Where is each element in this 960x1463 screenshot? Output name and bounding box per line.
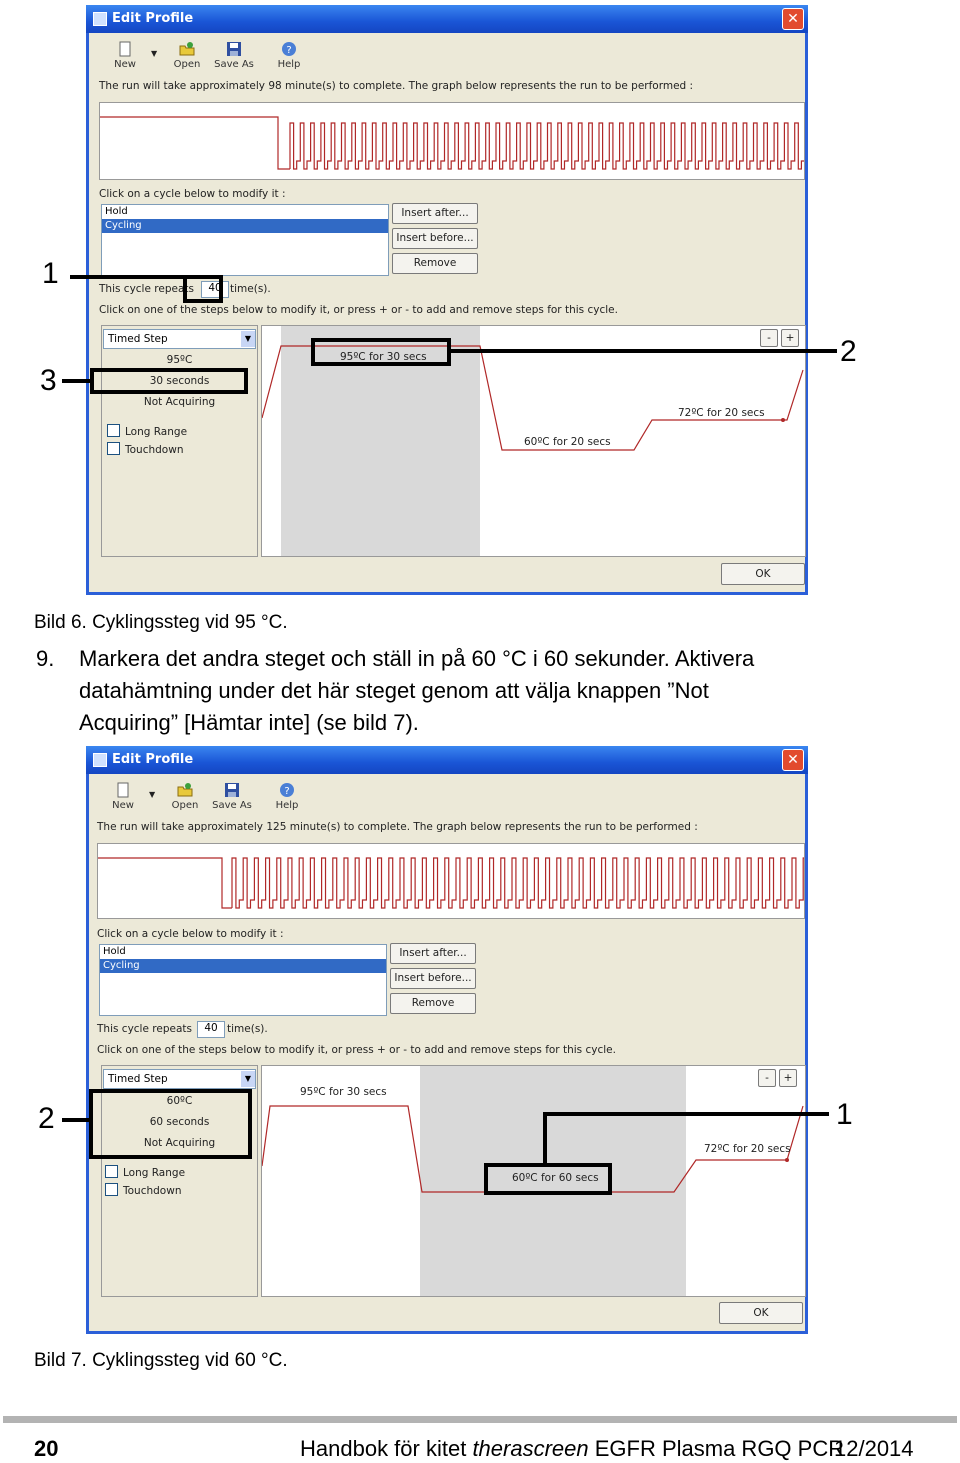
- touchdown-label: Touchdown: [123, 1185, 182, 1197]
- cycle-repeats-input[interactable]: 40: [197, 1021, 225, 1038]
- ok-button[interactable]: OK: [721, 563, 805, 585]
- step-label-3: 72ºC for 20 secs: [704, 1143, 791, 1155]
- caption-figure-6: Bild 6. Cyklingssteg vid 95 °C.: [34, 612, 288, 633]
- step-type-dropdown-icon[interactable]: ▼: [241, 331, 255, 347]
- callout-number-1: 1: [42, 257, 59, 290]
- step-type-select[interactable]: Timed Step: [103, 329, 256, 349]
- step-label-1: 95ºC for 30 secs: [300, 1086, 387, 1098]
- save-as-button[interactable]: [209, 782, 255, 811]
- save-as-label: Save As: [214, 59, 254, 70]
- new-button[interactable]: [103, 782, 143, 811]
- save-as-button[interactable]: [211, 41, 257, 70]
- window-titlebar: [86, 5, 808, 33]
- footer-title-brand: therascreen: [472, 1436, 589, 1461]
- new-icon: [117, 41, 133, 57]
- temperature-field[interactable]: 95ºC: [166, 354, 193, 366]
- instruction-line-1: Markera det andra steget och ställ in på 60 °C i 60 sekunder. Aktivera: [79, 646, 755, 671]
- svg-text:?: ?: [286, 45, 292, 56]
- insert-before-button[interactable]: Insert before...: [390, 968, 476, 989]
- instruction-line-3: Acquiring” [Hämtar inte] (se bild 7).: [79, 710, 419, 735]
- app-icon: [93, 753, 107, 767]
- cycle-list[interactable]: [101, 204, 389, 276]
- callout-box-step2: [484, 1163, 612, 1195]
- run-overview-graph: [99, 102, 805, 180]
- help-icon: [281, 41, 297, 57]
- callout-number-1b: 1: [836, 1098, 853, 1131]
- add-step-button[interactable]: +: [781, 329, 799, 347]
- duration-field[interactable]: 60 seconds: [149, 1116, 210, 1128]
- cycle-item-cycling[interactable]: Cycling: [102, 219, 388, 233]
- open-button[interactable]: [167, 41, 207, 70]
- new-button[interactable]: [105, 41, 145, 70]
- cycle-repeats-label: This cycle repeats: [99, 283, 194, 295]
- insert-after-button[interactable]: Insert after...: [392, 203, 478, 224]
- callout-line-1: [70, 275, 185, 279]
- temperature-field[interactable]: 60ºC: [166, 1095, 193, 1107]
- help-button[interactable]: [267, 782, 307, 811]
- help-icon: [279, 782, 295, 798]
- window-title: Edit Profile: [112, 752, 194, 767]
- cycle-repeats-label: This cycle repeats: [97, 1023, 192, 1035]
- click-step-text: Click on one of the steps below to modify it, or press + or - to add and remove steps for this cycle.: [99, 304, 618, 316]
- cycle-item-hold[interactable]: Hold: [103, 946, 126, 957]
- remove-button[interactable]: Remove: [390, 993, 476, 1014]
- footer-title-c: EGFR Plasma RGQ PCR: [588, 1436, 845, 1461]
- long-range-label: Long Range: [125, 426, 188, 438]
- callout-box-step-params: [89, 1089, 252, 1159]
- step-label-3: 72ºC for 20 secs: [678, 407, 765, 419]
- remove-button[interactable]: Remove: [392, 253, 478, 274]
- footer-date: 12/2014: [834, 1436, 914, 1461]
- step-number: 9.: [36, 646, 55, 671]
- add-step-button[interactable]: +: [779, 1069, 797, 1087]
- overview-trace-svg: [100, 103, 805, 180]
- callout-number-3: 3: [40, 364, 57, 397]
- step-label-2: 60ºC for 20 secs: [524, 436, 611, 448]
- remove-step-button[interactable]: -: [760, 329, 778, 347]
- step-type-dropdown-icon[interactable]: ▼: [241, 1071, 255, 1087]
- step-label-1: 95ºC for 30 secs: [340, 351, 427, 363]
- caption-figure-7: Bild 7. Cyklingssteg vid 60 °C.: [34, 1350, 288, 1371]
- new-icon: [115, 782, 131, 798]
- run-info-text: The run will take approximately 125 minute(s) to complete. The graph below represents the run to be performed :: [97, 821, 698, 833]
- cycle-repeats-suffix: time(s).: [227, 1023, 268, 1035]
- save-disk-icon: [224, 782, 240, 798]
- overview-trace-svg: [98, 844, 805, 919]
- footer-rule: [3, 1416, 957, 1423]
- new-label: New: [112, 800, 134, 811]
- footer-title-a: Handbok för kitet: [300, 1436, 473, 1461]
- cycle-repeats-input[interactable]: 40: [201, 281, 229, 298]
- click-cycle-text: Click on a cycle below to modify it :: [97, 928, 284, 940]
- callout-line-2: [449, 349, 837, 353]
- save-disk-icon: [226, 41, 242, 57]
- new-dropdown-arrow-icon[interactable]: ▼: [151, 49, 158, 58]
- callout-line-2b: [62, 1118, 91, 1122]
- callout-number-2: 2: [840, 335, 857, 368]
- open-folder-icon: [177, 782, 193, 798]
- acquiring-button[interactable]: Not Acquiring: [143, 1137, 216, 1149]
- insert-after-button[interactable]: Insert after...: [390, 943, 476, 964]
- callout-box-step1: [311, 338, 451, 366]
- page-number: 20: [34, 1436, 59, 1461]
- long-range-label: Long Range: [123, 1167, 186, 1179]
- close-button[interactable]: ✕: [782, 8, 804, 30]
- callout-number-2b: 2: [38, 1102, 55, 1135]
- step-panel-border: [101, 325, 258, 557]
- remove-step-button[interactable]: -: [758, 1069, 776, 1087]
- cycle-list[interactable]: [99, 944, 387, 1016]
- acquiring-button[interactable]: Not Acquiring: [143, 396, 216, 408]
- open-button[interactable]: [165, 782, 205, 811]
- click-step-text: Click on one of the steps below to modify it, or press + or - to add and remove steps for this cycle.: [97, 1044, 616, 1056]
- open-folder-icon: [179, 41, 195, 57]
- insert-before-button[interactable]: Insert before...: [392, 228, 478, 249]
- save-as-label: Save As: [212, 800, 252, 811]
- help-label: Help: [275, 800, 299, 811]
- run-info-text: The run will take approximately 98 minute(s) to complete. The graph below represents the run to be performed :: [99, 80, 694, 92]
- edit-profile-window-2: [86, 746, 808, 1334]
- help-label: Help: [277, 59, 301, 70]
- cycle-repeats-suffix: time(s).: [230, 283, 271, 295]
- svg-text:?: ?: [284, 786, 290, 797]
- help-button[interactable]: [269, 41, 309, 70]
- callout-line-3: [62, 379, 92, 383]
- new-dropdown-arrow-icon[interactable]: ▼: [149, 790, 156, 799]
- ok-button[interactable]: OK: [719, 1302, 803, 1324]
- cycle-item-cycling[interactable]: Cycling: [100, 959, 386, 973]
- app-icon: [93, 12, 107, 26]
- duration-field[interactable]: 30 seconds: [149, 375, 210, 387]
- window-titlebar: [86, 746, 808, 774]
- callout-box-duration: [90, 368, 248, 394]
- click-cycle-text: Click on a cycle below to modify it :: [99, 188, 286, 200]
- new-label: New: [114, 59, 136, 70]
- open-label: Open: [173, 59, 201, 70]
- step-label-2: 60ºC for 60 secs: [512, 1172, 599, 1184]
- run-overview-graph: [97, 843, 805, 919]
- touchdown-label: Touchdown: [125, 444, 184, 456]
- callout-line-1b-vertical: [543, 1112, 547, 1165]
- callout-box-repeats: [183, 275, 223, 303]
- footer-title: [300, 1436, 844, 1462]
- step-type-select[interactable]: Timed Step: [103, 1069, 256, 1089]
- cycle-item-hold[interactable]: Hold: [105, 206, 128, 217]
- close-button[interactable]: ✕: [782, 749, 804, 771]
- window-title: Edit Profile: [112, 11, 194, 26]
- callout-line-1b: [543, 1112, 829, 1116]
- instruction-line-2: datahämtning under det här steget genom att välja knappen ”Not: [79, 678, 709, 703]
- open-label: Open: [171, 800, 199, 811]
